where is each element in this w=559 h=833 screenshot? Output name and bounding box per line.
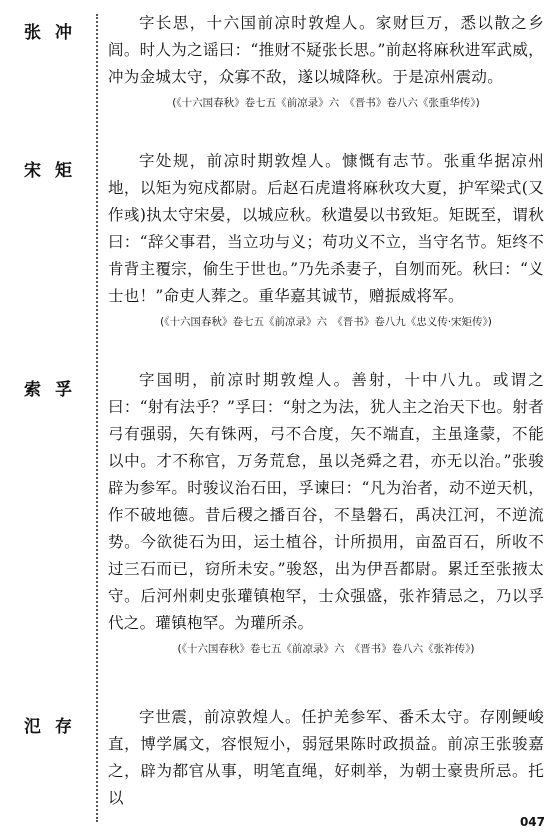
- entry-name-suo-fu: 索孚: [24, 380, 86, 400]
- entry-source: (《十六国春秋》卷七五《前凉录》六 《晋书》卷八六《张祚传》): [177, 643, 475, 655]
- entry-name-song-ju: 宋矩: [24, 161, 86, 181]
- margin-dotted-rule: [96, 14, 98, 822]
- entry-zhang-chong: [108, 10, 544, 110]
- entry-song-ju: [108, 148, 544, 329]
- entry-body: 字世震，前凉敦煌人。任护羌参军、番禾太守。存刚鲠峻直，博学属文，容恨短小，弱冠果陈时政损益。前凉王张骏嘉之，辟为都官从事，明笔直绳，好刺举，为朝士豪贵所忌。托以: [108, 708, 544, 807]
- entry-source: (《十六国春秋》卷七五《前凉录》六 《晋书》卷八九《忠义传·宋矩传》): [160, 316, 492, 328]
- entry-body: 字处规，前凉时期敦煌人。慷慨有志节。张重华据凉州地，以矩为宛戍都尉。后赵石虎遣将麻秋攻大夏，护军梁式(又作彧)执太守宋晏，以城应秋。秋遣晏以书致矩。矩既至，谓秋曰：“辞父事君，当立功与义；苟功义不立，当守名节。矩终不肯背主覆宗，偷生于世也。”乃先杀妻子，自刎而死。秋曰：“义士也！”命吏人葬之。重华嘉其诚节，赠振威将军。: [108, 152, 544, 305]
- page-number: 047: [519, 815, 545, 829]
- entry-body: 字长思，十六国前凉时敦煌人。家财巨万，悉以散之乡闾。时人为之谣曰：“推财不疑张长思。”前赵将麻秋进军武威，冲为金城太守，众寡不敌，遂以城降秋。于是凉州震动。: [108, 14, 544, 86]
- entry-name-zhang-chong: 张冲: [24, 23, 86, 43]
- entry-suo-fu: [108, 367, 544, 656]
- entry-name-fan-cun: 氾存: [24, 717, 86, 737]
- entry-source: (《十六国春秋》卷七五《前凉录》六 《晋书》卷八六《张重华传》): [172, 97, 480, 109]
- entry-body: 字国明，前凉时期敦煌人。善射，十中八九。或谓之曰：“射有法乎？”孚曰：“射之为法，犹人主之治天下也。射者弓有强弱，矢有铢两，弓不合度，矢不端直，主虽逢蒙，不能以中。才不称官，万务荒怠，虽以尧舜之君，亦无以治。”张骏辟为参军。时骏议治石田，孚谏曰：“凡为治者，动不逆天机，作不破地德。昔后稷之播百谷，不垦磐石，禹决江河，不逆流势。今欲徙石为田，运土植谷，计所损用，亩盈百石，所收不过三石而已，窃所未安。”骏怒，出为伊吾都尉。累迁至张掖太守。后河州刺史张瓘镇枹罕，士众强盛，张祚猜忌之，乃以孚代之。瓘镇枹罕。为瓘所杀。: [108, 371, 544, 632]
- entry-fan-cun: [108, 704, 544, 812]
